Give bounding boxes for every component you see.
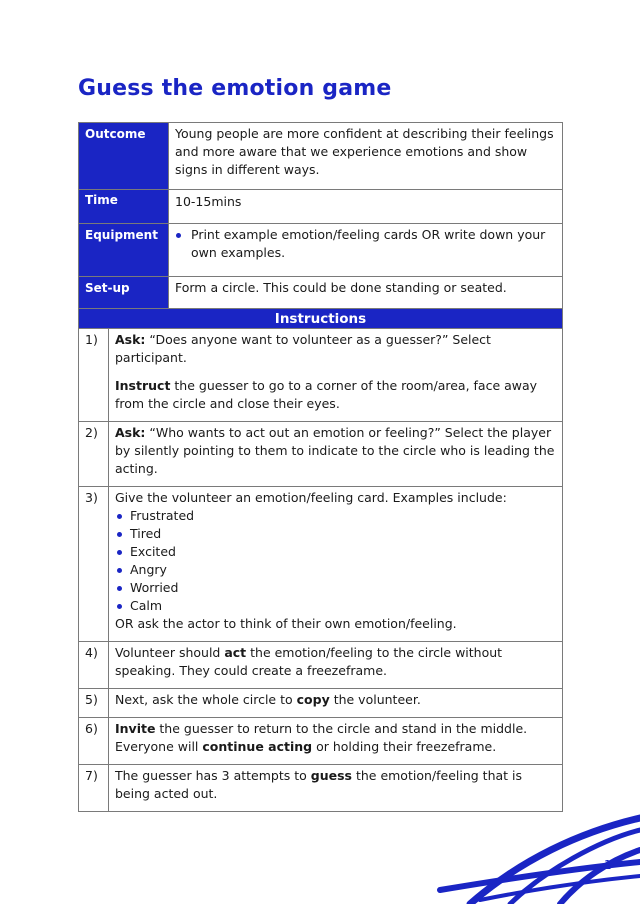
step-number: 6) — [79, 718, 109, 765]
step-number: 5) — [79, 689, 109, 718]
outcome-label: Outcome — [79, 123, 169, 190]
step-bold: Invite — [115, 721, 156, 736]
step-text: The guesser has 3 attempts to — [115, 768, 311, 783]
page-number: 1 — [604, 858, 612, 872]
equipment-item: Print example emotion/feeling cards OR write down your own examples. — [175, 226, 556, 262]
step-number: 3) — [79, 487, 109, 642]
outcome-text: Young people are more confident at describing their feelings and more aware that we experience emotions and show signs in different ways. — [169, 123, 563, 190]
step-bold: act — [224, 645, 247, 660]
step-number: 4) — [79, 642, 109, 689]
emotion-item: Angry — [115, 561, 556, 579]
step-bold: copy — [296, 692, 330, 707]
time-text: 10-15mins — [169, 190, 563, 224]
step-bold: Ask: — [115, 332, 146, 347]
step-bold: Ask: — [115, 425, 146, 440]
emotion-item: Tired — [115, 525, 556, 543]
step-text: “Does anyone want to volunteer as a guesser?” Select participant. — [115, 332, 491, 365]
step-text: or holding their freezeframe. — [312, 739, 497, 754]
step-text: Next, ask the whole circle to — [115, 692, 297, 707]
emotion-item: Calm — [115, 597, 556, 615]
instructions-header: Instructions — [79, 309, 563, 329]
step-text: OR ask the actor to think of their own emotion/feeling. — [115, 616, 457, 631]
setup-text: Form a circle. This could be done standing or seated. — [169, 277, 563, 312]
equipment-label: Equipment — [79, 224, 169, 277]
step-text: Volunteer should — [115, 645, 225, 660]
page-title: Guess the emotion game — [78, 76, 392, 101]
emotion-item: Excited — [115, 543, 556, 561]
step-text: the guesser to return to the circle and stand in the middle. Everyone will — [115, 721, 528, 754]
step-text: the volunteer. — [329, 692, 421, 707]
step-bold: continue acting — [202, 739, 313, 754]
time-label: Time — [79, 190, 169, 224]
step-text: Give the volunteer an emotion/feeling card. Examples include: — [115, 490, 507, 505]
emotion-item: Frustrated — [115, 507, 556, 525]
step-number: 2) — [79, 422, 109, 487]
step-text: the guesser to go to a corner of the room/area, face away from the circle and close their eyes. — [115, 378, 538, 411]
step-text: the emotion/feeling to the circle without speaking. They could create a freezeframe. — [115, 645, 503, 678]
emotion-item: Worried — [115, 579, 556, 597]
setup-label: Set-up — [79, 277, 169, 312]
step-number: 1) — [79, 329, 109, 422]
step-bold: guess — [310, 768, 352, 783]
step-bold: Instruct — [115, 378, 171, 393]
step-text: “Who wants to act out an emotion or feeling?” Select the player by silently pointing to them to indicate to the circle who is leading the acting. — [115, 425, 555, 476]
step-number: 7) — [79, 765, 109, 812]
step-text: the emotion/feeling that is being acted out. — [115, 768, 523, 801]
